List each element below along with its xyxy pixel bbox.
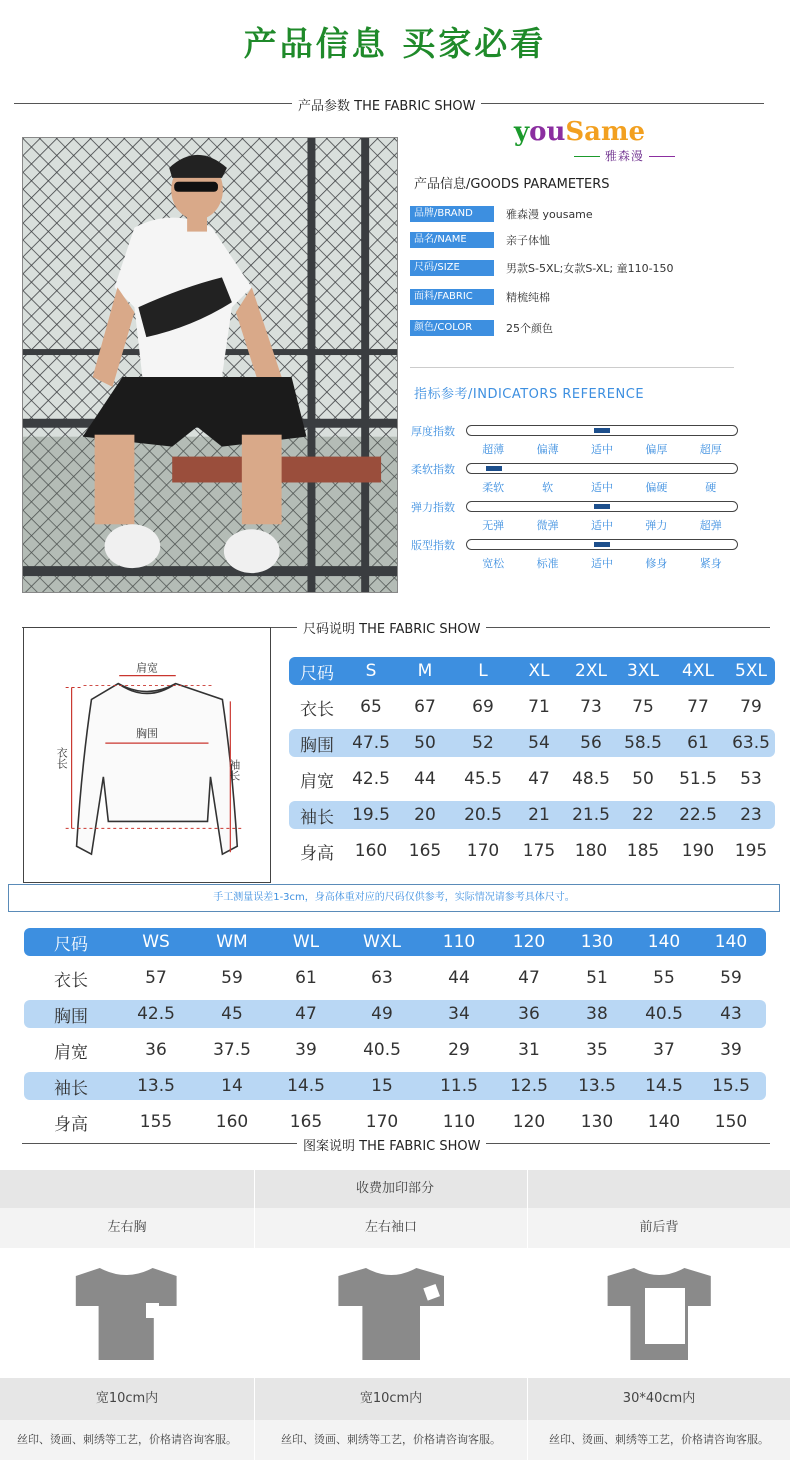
table-cell: 56 [580, 733, 602, 753]
table-cell: 47 [518, 968, 540, 988]
table-cell: 170 [466, 841, 500, 861]
table-cell: 15.5 [712, 1076, 750, 1096]
table-cell: 165 [408, 841, 442, 861]
table-cell: 4XL [682, 661, 714, 681]
table-cell: 44 [448, 968, 470, 988]
table-row [289, 765, 775, 793]
table-cell: 31 [518, 1040, 540, 1060]
table-cell: 37 [653, 1040, 675, 1060]
print-note: 丝印、烫画、刺绣等工艺，价格请咨询客服。 [255, 1420, 527, 1460]
indicator-options [466, 555, 738, 571]
table-cell: 13.5 [137, 1076, 175, 1096]
diagram-label-length: 衣长 [55, 747, 69, 769]
table-cell: 11.5 [440, 1076, 478, 1096]
section-title-pattern: 图案说明 THE FABRIC SHOW [297, 1135, 486, 1154]
table-cell: 42.5 [137, 1004, 175, 1024]
indicator-option: 偏厚 [645, 443, 668, 456]
param-label: 尺码/SIZE [410, 260, 494, 276]
table-cell: 190 [681, 841, 715, 861]
table-cell: 59 [720, 968, 742, 988]
table-cell: 73 [580, 697, 602, 717]
table-row [24, 1108, 766, 1136]
table-cell: 21.5 [572, 805, 610, 825]
table-row [289, 801, 775, 829]
indicators-title: 指标参考/INDICATORS REFERENCE [414, 387, 645, 402]
table-cell: 51.5 [679, 769, 717, 789]
table-cell: 65 [360, 697, 382, 717]
table-row [24, 964, 766, 992]
indicator-option: 超厚 [699, 443, 722, 456]
table-cell: 3XL [627, 661, 659, 681]
table-cell: WXL [363, 932, 401, 952]
table-cell: L [478, 661, 488, 681]
logo-line-right [649, 156, 675, 157]
table-row [24, 1000, 766, 1028]
table-cell: 57 [145, 968, 167, 988]
indicator-option: 弹力 [645, 519, 668, 532]
table-cell: 130 [580, 932, 614, 952]
table-cell: 47.5 [352, 733, 390, 753]
table-cell: 71 [528, 697, 550, 717]
print-header: 收费加印部分 [0, 1170, 790, 1208]
table-header-row [24, 928, 766, 956]
table-cell: 34 [448, 1004, 470, 1024]
print-size: 宽10cm内 [255, 1378, 527, 1420]
table-cell: 110 [442, 932, 476, 952]
print-option-chest [0, 1208, 254, 1460]
table-row [289, 729, 775, 757]
table-cell: 49 [371, 1004, 393, 1024]
param-divider [410, 367, 734, 368]
table-cell: 58.5 [624, 733, 662, 753]
measurement-note: 手工测量误差1-3cm，身高体重对应的尺码仅供参考，实际情况请参考具体尺寸。 [8, 884, 780, 912]
indicator-bar [466, 539, 738, 550]
param-label: 面料/FABRIC [410, 289, 494, 305]
table-cell: 175 [522, 841, 556, 861]
column-separator [254, 1170, 255, 1460]
print-option-sleeve [255, 1208, 527, 1460]
table-cell: 59 [221, 968, 243, 988]
table-cell: 140 [714, 932, 748, 952]
table-cell: 14.5 [645, 1076, 683, 1096]
brand-logo [514, 117, 684, 162]
row-label: 尺码 [300, 663, 334, 684]
param-value: 25个颜色 [506, 322, 553, 335]
table-cell: 140 [647, 1112, 681, 1132]
table-cell: S [365, 661, 377, 681]
table-cell: 20.5 [464, 805, 502, 825]
row-label: 胸围 [54, 1006, 88, 1027]
table-cell: 20 [414, 805, 436, 825]
table-cell: 36 [518, 1004, 540, 1024]
logo-letter-y: y [514, 117, 530, 147]
indicator-name: 柔软指数 [411, 463, 455, 476]
indicator-options [466, 517, 738, 533]
indicator-option: 软 [542, 481, 554, 494]
indicator-bar [466, 425, 738, 436]
row-label: 肩宽 [54, 1042, 88, 1063]
param-row [410, 232, 550, 248]
param-row [410, 320, 553, 336]
adult-size-table [289, 657, 775, 869]
table-cell: 39 [295, 1040, 317, 1060]
table-cell: 61 [687, 733, 709, 753]
table-cell: WM [216, 932, 248, 952]
indicator-marker [594, 428, 610, 433]
print-size: 30*40cm内 [528, 1378, 790, 1420]
table-cell: 37.5 [213, 1040, 251, 1060]
tshirt-chest-icon [0, 1248, 254, 1378]
goods-parameters-title: 产品信息/GOODS PARAMETERS [414, 177, 610, 192]
indicator-option: 硬 [705, 481, 717, 494]
logo-letters-same: Same [565, 117, 646, 147]
indicator-option: 适中 [590, 443, 613, 456]
table-cell: 150 [714, 1112, 748, 1132]
row-label: 衣长 [54, 970, 88, 991]
logo-letters-ou: ou [529, 117, 566, 147]
logo-line-left [574, 156, 600, 157]
indicator-row [411, 423, 741, 463]
indicator-name: 版型指数 [411, 539, 455, 552]
indicator-bar [466, 463, 738, 474]
tshirt-sleeve-icon [255, 1248, 527, 1378]
indicator-marker [486, 466, 502, 471]
section-title-product: 产品参数 THE FABRIC SHOW [292, 95, 481, 114]
print-option-back [528, 1208, 790, 1460]
table-cell: 79 [740, 697, 762, 717]
table-cell: 50 [632, 769, 654, 789]
table-cell: 38 [586, 1004, 608, 1024]
table-cell: 43 [720, 1004, 742, 1024]
table-cell: 13.5 [578, 1076, 616, 1096]
row-label: 袖长 [300, 807, 334, 828]
indicator-option: 无弹 [482, 519, 505, 532]
row-label: 身高 [300, 843, 334, 864]
print-pricing-table [0, 1170, 790, 1460]
table-cell: 47 [528, 769, 550, 789]
print-note: 丝印、烫画、刺绣等工艺，价格请咨询客服。 [528, 1420, 790, 1460]
table-cell: 61 [295, 968, 317, 988]
table-cell: 120 [512, 1112, 546, 1132]
table-cell: 63.5 [732, 733, 770, 753]
table-cell: 45 [221, 1004, 243, 1024]
table-cell: 2XL [575, 661, 607, 681]
indicator-option: 超弹 [699, 519, 722, 532]
indicator-options [466, 479, 738, 495]
row-label: 尺码 [54, 934, 88, 955]
table-cell: 47 [295, 1004, 317, 1024]
row-label: 身高 [54, 1114, 88, 1135]
table-cell: 22.5 [679, 805, 717, 825]
table-cell: 14.5 [287, 1076, 325, 1096]
indicator-option: 紧身 [699, 557, 722, 570]
table-cell: 160 [215, 1112, 249, 1132]
table-cell: 40.5 [645, 1004, 683, 1024]
column-separator [527, 1170, 528, 1460]
table-cell: 44 [414, 769, 436, 789]
table-cell: 195 [734, 841, 768, 861]
param-row [410, 206, 593, 222]
table-cell: 50 [414, 733, 436, 753]
table-cell: 15 [371, 1076, 393, 1096]
diagram-label-sleeve: 袖长 [227, 758, 241, 781]
param-label: 品名/NAME [410, 232, 494, 248]
table-cell: 75 [632, 697, 654, 717]
indicator-option: 柔软 [482, 481, 505, 494]
param-value: 亲子体恤 [506, 234, 550, 247]
table-cell: 48.5 [572, 769, 610, 789]
indicator-row [411, 537, 741, 577]
table-cell: WL [292, 932, 320, 952]
indicator-row [411, 499, 741, 539]
param-value: 雅森漫 yousame [506, 208, 593, 221]
table-cell: 45.5 [464, 769, 502, 789]
table-cell: 35 [586, 1040, 608, 1060]
table-cell: 155 [139, 1112, 173, 1132]
table-cell: WS [142, 932, 170, 952]
table-cell: 23 [740, 805, 762, 825]
table-cell: 120 [512, 932, 546, 952]
indicator-option: 标准 [536, 557, 559, 570]
table-cell: 39 [720, 1040, 742, 1060]
table-cell: 5XL [735, 661, 767, 681]
diagram-label-chest: 胸围 [136, 727, 158, 741]
param-label: 颜色/COLOR [410, 320, 494, 336]
table-cell: 19.5 [352, 805, 390, 825]
table-cell: 140 [647, 932, 681, 952]
indicator-option: 适中 [590, 557, 613, 570]
table-cell: 21 [528, 805, 550, 825]
table-cell: 185 [626, 841, 660, 861]
table-cell: 63 [371, 968, 393, 988]
table-cell: 180 [574, 841, 608, 861]
table-cell: 54 [528, 733, 550, 753]
indicator-option: 适中 [590, 519, 613, 532]
table-cell: 130 [580, 1112, 614, 1132]
param-value: 男款S-5XL;女款S-XL; 童110-150 [506, 262, 674, 275]
print-position: 左右胸 [0, 1208, 254, 1248]
print-position: 前后背 [528, 1208, 790, 1248]
print-position: 左右袖口 [255, 1208, 527, 1248]
row-label: 胸围 [300, 735, 334, 756]
model-photo [22, 137, 398, 593]
print-size: 宽10cm内 [0, 1378, 254, 1420]
param-row [410, 260, 674, 276]
print-note: 丝印、烫画、刺绣等工艺，价格请咨询客服。 [0, 1420, 254, 1460]
row-label: 肩宽 [300, 771, 334, 792]
table-header-row [289, 657, 775, 685]
table-cell: 55 [653, 968, 675, 988]
table-cell: 170 [365, 1112, 399, 1132]
table-cell: M [417, 661, 433, 681]
indicator-name: 弹力指数 [411, 501, 455, 514]
table-cell: 42.5 [352, 769, 390, 789]
indicator-option: 微弹 [536, 519, 559, 532]
indicator-option: 适中 [590, 481, 613, 494]
page-title: 产品信息 买家必看 [243, 24, 547, 63]
table-cell: 67 [414, 697, 436, 717]
table-cell: 77 [687, 697, 709, 717]
table-cell: 53 [740, 769, 762, 789]
indicator-option: 宽松 [482, 557, 505, 570]
indicator-marker [594, 542, 610, 547]
size-diagram [23, 627, 271, 883]
table-cell: 22 [632, 805, 654, 825]
table-cell: 14 [221, 1076, 243, 1096]
table-row [289, 693, 775, 721]
row-label: 袖长 [54, 1078, 88, 1099]
table-row [24, 1036, 766, 1064]
indicator-row [411, 461, 741, 501]
indicator-options [466, 441, 738, 457]
table-cell: 165 [289, 1112, 323, 1132]
indicator-option: 偏硬 [645, 481, 668, 494]
table-cell: 110 [442, 1112, 476, 1132]
table-cell: XL [528, 661, 550, 681]
indicator-name: 厚度指数 [411, 425, 455, 438]
indicator-bar [466, 501, 738, 512]
section-title-size: 尺码说明 THE FABRIC SHOW [297, 618, 486, 637]
param-row [410, 289, 550, 305]
table-cell: 69 [472, 697, 494, 717]
table-cell: 36 [145, 1040, 167, 1060]
tshirt-back-icon [528, 1248, 790, 1378]
row-label: 衣长 [300, 699, 334, 720]
param-label: 品牌/BRAND [410, 206, 494, 222]
logo-subtitle: 雅森漫 [604, 149, 644, 163]
indicator-marker [594, 504, 610, 509]
param-value: 精梳纯棉 [506, 291, 550, 304]
table-cell: 51 [586, 968, 608, 988]
table-row [289, 837, 775, 865]
table-cell: 12.5 [510, 1076, 548, 1096]
indicator-option: 修身 [645, 557, 668, 570]
indicator-option: 偏薄 [536, 443, 559, 456]
table-cell: 40.5 [363, 1040, 401, 1060]
diagram-label-shoulder: 肩宽 [136, 661, 158, 675]
women-kids-size-table [24, 928, 766, 1140]
table-cell: 52 [472, 733, 494, 753]
indicator-option: 超薄 [482, 443, 505, 456]
table-row [24, 1072, 766, 1100]
table-cell: 160 [354, 841, 388, 861]
table-cell: 29 [448, 1040, 470, 1060]
